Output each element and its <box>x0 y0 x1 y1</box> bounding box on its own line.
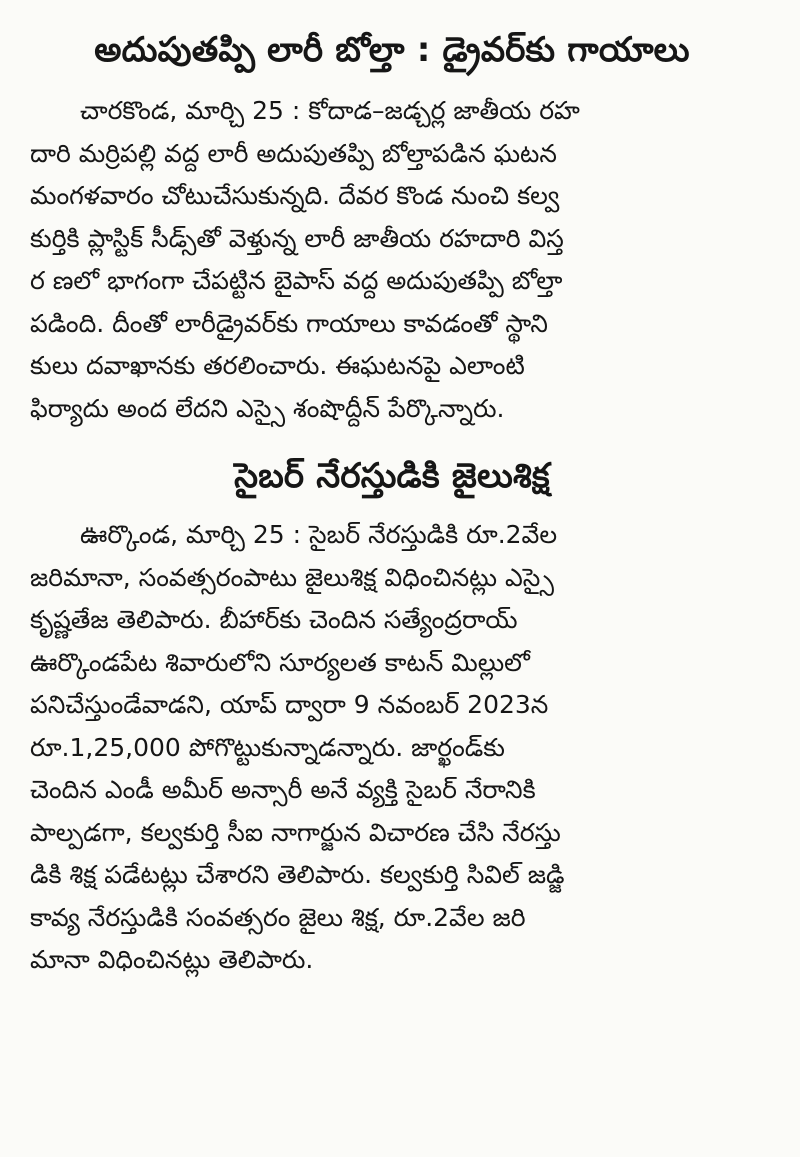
article-1-line: చారకొండ, మార్చి 25 : కోదాడ–జడ్చర్ల జాతీయ రహ <box>80 96 580 125</box>
article-1-body <box>30 90 754 430</box>
article-1-line: దారి మర్రిపల్లి వద్ద లారీ అదుపుతప్పి బోల్తాపడిన ఘటన <box>30 138 557 168</box>
article-2-line: కావ్య నేరస్తుడికి సంవత్సరం జైలు శిక్ష, రూ.2వేల జరి <box>30 902 526 932</box>
article-2-headline: సైబర్ నేరస్తుడికి జైలుశిక్ష <box>234 456 550 496</box>
article-2-line: ఊర్కొండపేట శివారులోని సూర్యలత కాటన్ మిల్లులో <box>30 647 530 677</box>
article-2-line: పనిచేస్తుండేవాడని, యాప్ ద్వారా 9 నవంబర్ 2023న <box>30 690 549 719</box>
article-2-line: రూ.1,25,000 పోగొట్టుకున్నాడన్నారు. జార్ఖండ్‌కు <box>30 732 505 762</box>
article-1-headline: అదుపుతప్పి లారీ బోల్తా : డ్రైవర్‌కు గాయాలు <box>94 30 690 70</box>
article-2-line: జరిమానా, సంవత్సరంపాటు జైలుశిక్ష విధించినట్లు ఎస్సై <box>30 562 555 592</box>
article-1-line: మంగళవారం చోటుచేసుకున్నది. దేవర కొండ నుంచి కల్వ <box>30 181 560 210</box>
article-1-line: ఫిర్యాదు అంద లేదని ఎస్సై శంషొద్దీన్ పేర్కొన్నారు. <box>30 393 505 423</box>
article-2-line: చెందిన ఎండీ అమీర్ అన్సారీ అనే వ్యక్తి సైబర్ నేరానికి <box>30 775 536 804</box>
article-2-line: మానా విధించినట్లు తెలిపారు. <box>30 945 314 974</box>
article-2-line: కృష్ణతేజ తెలిపారు. బీహార్‌కు చెందిన సత్యేంద్రరాయ్ <box>30 605 518 634</box>
article-2-body <box>30 514 754 982</box>
article-2-line: పాల్పడగా, కల్వకుర్తి సీఐ నాగార్జున విచారణ చేసి నేరస్తు <box>30 817 561 847</box>
article-1-line: పడింది. దీంతో లారీడ్రైవర్‌కు గాయాలు కావడంతో స్థాని <box>30 308 548 338</box>
article-1-line: కులు దవాఖానకు తరలించారు. ఈఘటనపై ఎలాంటి <box>30 351 525 380</box>
article-1-line: కుర్తికి ప్లాస్టిక్ సీడ్స్‌తో వెళ్తున్న లారీ జాతీయ రహదారి విస్త <box>30 223 564 253</box>
article-2-line: డికి శిక్ష పడేటట్లు చేశారని తెలిపారు. కల్వకుర్తి సివిల్ జడ్జి <box>30 860 565 889</box>
article-2-line: ఊర్కొండ, మార్చి 25 : సైబర్ నేరస్తుడికి రూ.2వేల <box>80 520 558 549</box>
article-1-line: ర ణలో భాగంగా చేపట్టిన బైపాస్ వద్ద అదుపుతప్పి బోల్తా <box>30 266 563 295</box>
